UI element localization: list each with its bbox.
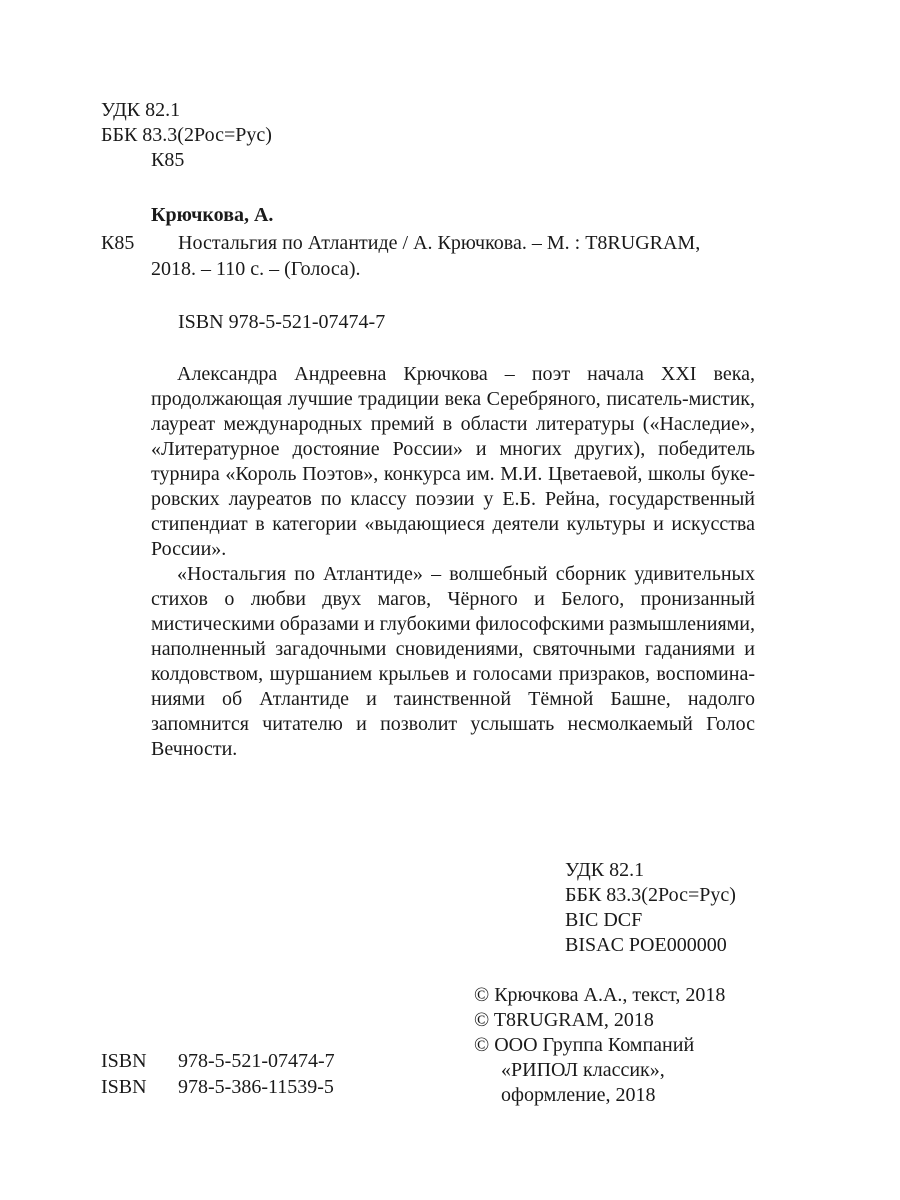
isbn-value-2: 978-5-386-11539-5 xyxy=(178,1076,334,1098)
isbn-label-2: ISBN xyxy=(101,1076,147,1098)
udk-code-bottom: УДК 82.1 xyxy=(565,859,645,881)
bisac-code: BISAC POE000000 xyxy=(565,934,727,956)
copyright-group-name: «РИПОЛ классик», xyxy=(501,1059,665,1081)
catalog-isbn: ISBN 978-5-521-07474-7 xyxy=(178,311,386,333)
catalog-title-line-2: 2018. – 110 с. – (Голоса). xyxy=(151,258,361,280)
bbk-code-bottom: ББК 83.3(2Рос=Рус) xyxy=(565,884,736,906)
bic-code: BIC DCF xyxy=(565,909,643,931)
copyright-publisher: © T8RUGRAM, 2018 xyxy=(474,1009,654,1031)
bbk-code-top: ББК 83.3(2Рос=Рус) xyxy=(101,124,272,146)
catalog-title-line-1: Ностальгия по Атлантиде / А. Крючкова. – М. : Т8RUGRAM, xyxy=(178,232,701,254)
copyright-text: © Крючкова А.А., текст, 2018 xyxy=(474,984,726,1006)
isbn-label-1: ISBN xyxy=(101,1050,147,1072)
annotation-paragraph-1: Александра Андреевна Крючкова – поэт начала XXI века, продолжающая лучшие традиции века Серебряного, писатель-мистик, лауреат международных премий в области литературы («Наследие», «Литературное достояние России» и многих других), победитель турнира «Король Поэтов», конкурса им. М.И. Цветаевой, школы букеровских лауреатов по классу поэзии у Е.Б. Рейна, государственный стипендиат в категории «выдающиеся деятели культуры и искусства России». xyxy=(151,363,755,560)
classification-bottom xyxy=(565,858,736,958)
copyright-design: оформление, 2018 xyxy=(501,1084,656,1106)
annotation-paragraph-2: «Ностальгия по Атлантиде» – волшебный сборник удивительных стихов о любви двух магов, Чёрного и Белого, пронизанный мистическими образами и глубокими философскими размышлениями, наполненный загадочными сновидениями, святочными гаданиями и колдовством, шуршанием крыльев и голосами призраков, воспоминаниями об Атлантиде и таинственной Тёмной Башне, надолго запомнится читателю и позволит услышать несмолкаемый Голос Вечности. xyxy=(151,563,755,760)
catalog-author-mark: К85 xyxy=(101,232,135,254)
isbn-value-1: 978-5-521-07474-7 xyxy=(178,1050,335,1072)
udk-code-top: УДК 82.1 xyxy=(101,99,181,121)
copyright-group: © ООО Группа Компаний xyxy=(474,1034,695,1056)
author-mark-top: К85 xyxy=(151,149,185,171)
catalog-author: Крючкова, А. xyxy=(151,204,274,226)
annotation xyxy=(151,362,755,762)
